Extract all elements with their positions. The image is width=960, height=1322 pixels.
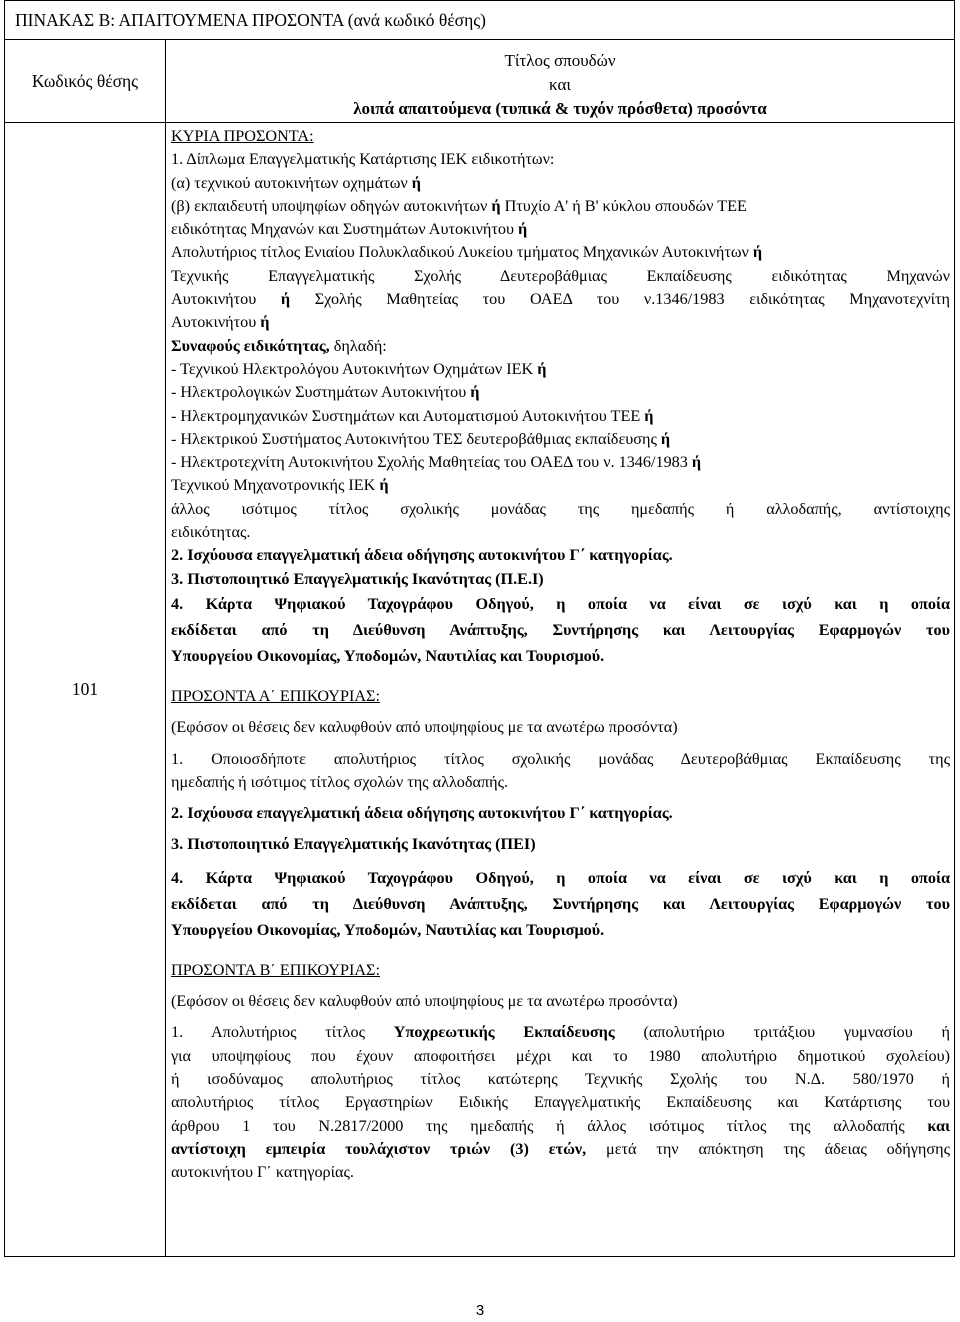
- b-aux-note: (Εφόσον οι θέσεις δεν καλυφθούν από υποψηφίους με τα ανωτέρω προσόντα): [171, 992, 678, 1011]
- main-line: Τεχνικού Μηχανοτρονικής ΙΕΚ ή: [171, 476, 389, 495]
- main-line: - Ηλεκτρολογικών Συστημάτων Αυτοκινήτου ή: [171, 383, 480, 402]
- main-line: Συναφούς ειδικότητας, δηλαδή:: [171, 336, 387, 355]
- b-aux-line: για υποψηφίους που έχουν αποφοιτήσει μέχρι και το 1980 απολυτήριο δημοτικού σχολείου): [171, 1046, 950, 1065]
- position-code: 101: [5, 123, 166, 1257]
- b-aux-line: αντίστοιχη εμπειρία τουλάχιστον τριών (3) ετών, μετά την απόκτηση της άδειας οδήγησης: [171, 1139, 950, 1158]
- a-aux-item-1: 1. Οποιοσδήποτε απολυτήριος τίτλος σχολικής μονάδας Δευτεροβάθμιας Εκπαίδευσης της: [171, 749, 950, 768]
- a-auxiliary-qualifications: [171, 685, 950, 943]
- main-line: Τεχνικής Επαγγελματικής Σχολής Δευτεροβάθμιας Εκπαίδευσης ειδικότητας Μηχανών: [171, 266, 950, 285]
- main-line: 1. Δίπλωμα Επαγγελματικής Κατάρτισης ΙΕΚ ειδικοτήτων:: [171, 150, 555, 169]
- b-aux-heading: ΠΡΟΣΟΝΤΑ Β΄ ΕΠΙΚΟΥΡΙΑΣ:: [171, 960, 380, 979]
- position-code-header: Κωδικός θέσης: [5, 40, 166, 123]
- main-line: Αυτοκινήτου ή: [171, 313, 270, 332]
- a-aux-item-1: ημεδαπής ή ισότιμος τίτλος σχολών της αλλοδαπής.: [171, 772, 509, 791]
- main-item-4: Υπουργείου Οικονομίας, Υποδομών, Ναυτιλίας και Τουρισμού.: [171, 646, 605, 665]
- main-line: - Ηλεκτροτεχνίτη Αυτοκινήτου Σχολής Μαθητείας του ΟΑΕΔ του ν. 1346/1983 ή: [171, 453, 702, 472]
- header-line-3: λοιπά απαιτούμενα (τυπικά & τυχόν πρόσθετα) προσόντα: [353, 99, 767, 118]
- a-aux-heading: ΠΡΟΣΟΝΤΑ Α΄ ΕΠΙΚΟΥΡΙΑΣ:: [171, 686, 380, 705]
- main-line: (α) τεχνικού αυτοκινήτων οχημάτων ή: [171, 173, 421, 192]
- a-aux-item-3: 3. Πιστοποιητικό Επαγγελματικής Ικανότητας (ΠΕΙ): [171, 835, 536, 854]
- b-aux-line: 1. Απολυτήριος τίτλος Υποχρεωτικής Εκπαίδευσης (απολυτήριο τριτάξιου γυμνασίου ή: [171, 1023, 950, 1042]
- main-line: ειδικότητας Μηχανών και Συστημάτων Αυτοκινήτου ή: [171, 220, 528, 239]
- a-aux-item-4: εκδίδεται από τη Διεύθυνση Ανάπτυξης, Συντήρησης και Λειτουργίας Εφαρμογών του: [171, 894, 950, 913]
- main-line: - Τεχνικού Ηλεκτρολόγου Αυτοκινήτων Οχημάτων ΙΕΚ ή: [171, 359, 547, 378]
- main-line: - Ηλεκτρικού Συστήματος Αυτοκινήτου ΤΕΣ δευτεροβάθμιας εκπαίδευσης ή: [171, 429, 671, 448]
- b-auxiliary-qualifications: [171, 959, 950, 1185]
- main-item-2: 2. Ισχύουσα επαγγελματική άδεια οδήγησης αυτοκινήτου Γ΄ κατηγορίας.: [171, 546, 673, 565]
- a-aux-item-2: 2. Ισχύουσα επαγγελματική άδεια οδήγησης αυτοκινήτου Γ΄ κατηγορίας.: [171, 804, 673, 823]
- main-line: Αυτοκινήτου ή Σχολής Μαθητείας του ΟΑΕΔ του ν.1346/1983 ειδικότητας Μηχανοτεχνίτη: [171, 290, 950, 309]
- header-line-2: και: [549, 75, 571, 94]
- main-line: - Ηλεκτρομηχανικών Συστημάτων και Αυτοματισμού Αυτοκινήτου ΤΕΕ ή: [171, 406, 654, 425]
- b-aux-line: ή ισοδύναμος απολυτήριος τίτλος κατώτερης Τεχνικής Σχολής του Ν.Δ. 580/1970 ή: [171, 1069, 950, 1088]
- a-aux-item-4: 4. Κάρτα Ψηφιακού Ταχογράφου Οδηγού, η οποία να είναι σε ισχύ και η οποία: [171, 868, 950, 887]
- main-line: άλλος ισότιμος τίτλος σχολικής μονάδας της ημεδαπής ή αλλοδαπής, αντίστοιχης: [171, 499, 950, 518]
- b-aux-line: αυτοκινήτου Γ΄ κατηγορίας.: [171, 1163, 354, 1182]
- main-line: Απολυτήριος τίτλος Ενιαίου Πολυκλαδικού Λυκείου τμήματος Μηχανικών Αυτοκινήτων ή: [171, 243, 763, 262]
- main-item-4: εκδίδεται από τη Διεύθυνση Ανάπτυξης, Συντήρησης και Λειτουργίας Εφαρμογών του: [171, 620, 950, 639]
- main-item-4: 4. Κάρτα Ψηφιακού Ταχογράφου Οδηγού, η οποία να είναι σε ισχύ και η οποία: [171, 594, 950, 613]
- page-number: 3: [475, 1302, 485, 1319]
- main-item-3: 3. Πιστοποιητικό Επαγγελματικής Ικανότητας (Π.Ε.Ι): [171, 569, 544, 588]
- b-aux-line: απολυτήριος τίτλος Εργαστηρίων Ειδικής Επαγγελματικής Εκπαίδευσης και Κατάρτισης του: [171, 1093, 950, 1112]
- qualifications-table: [4, 0, 955, 1257]
- main-line: ειδικότητας.: [171, 523, 251, 542]
- table-title: ΠΙΝΑΚΑΣ Β: ΑΠΑΙΤΟΥΜΕΝΑ ΠΡΟΣΟΝΤΑ (ανά κωδικό θέσης): [5, 1, 955, 40]
- main-line: (β) εκπαιδευτή υποψηφίων οδηγών αυτοκινήτων ή Πτυχίο Α' ή Β' κύκλου σπουδών ΤΕΕ: [171, 196, 747, 215]
- qualifications-header: [166, 40, 955, 123]
- a-aux-item-4: Υπουργείου Οικονομίας, Υποδομών, Ναυτιλίας και Τουρισμού.: [171, 920, 605, 939]
- a-aux-note: (Εφόσον οι θέσεις δεν καλυφθούν από υποψηφίους με τα ανωτέρω προσόντα): [171, 718, 678, 737]
- header-line-1: Τίτλος σπουδών: [504, 51, 616, 70]
- main-qualifications: [171, 125, 950, 669]
- b-aux-line: άρθρου 1 του Ν.2817/2000 της ημεδαπής ή άλλος ισότιμος τίτλος της αλλοδαπής και: [171, 1116, 950, 1135]
- main-heading: ΚΥΡΙΑ ΠΡΟΣΟΝΤΑ:: [171, 127, 314, 145]
- qualifications-content: [166, 123, 955, 1257]
